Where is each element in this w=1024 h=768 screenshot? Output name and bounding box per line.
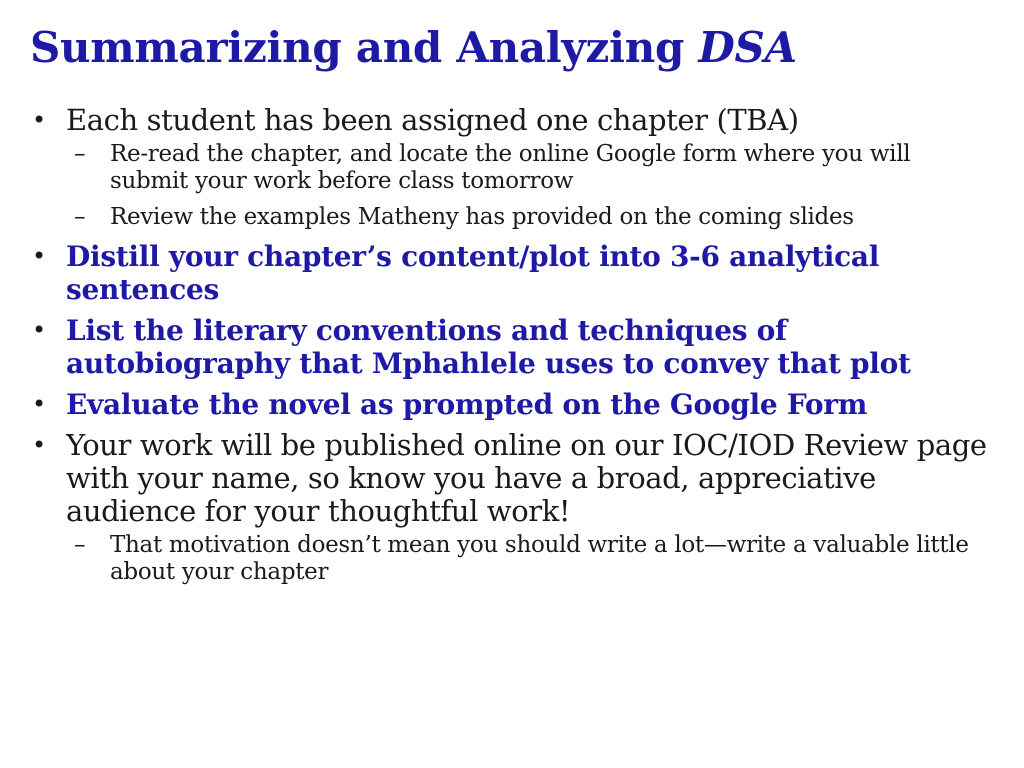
title-text: Summarizing and Analyzing bbox=[30, 23, 699, 72]
bullet-text: Your work will be published online on our IOC/IOD Review page with your name, so know you have a broad, appreciative audience for your thoughtful work! bbox=[66, 428, 987, 528]
bullet-text: Evaluate the novel as prompted on the Google Form bbox=[66, 388, 868, 421]
bullet-text: List the literary conventions and techniques of autobiography that Mphahlele uses to convey that plot bbox=[66, 314, 911, 380]
sub-bullet-item bbox=[30, 532, 990, 586]
bullet-item-emphasized bbox=[30, 240, 990, 306]
bullet-list bbox=[30, 104, 990, 595]
sub-bullet-item bbox=[30, 141, 990, 195]
bullet-item bbox=[30, 429, 990, 528]
bullet-marker: • bbox=[32, 242, 46, 270]
bullet-marker: • bbox=[32, 106, 46, 134]
sub-bullet-text: Re-read the chapter, and locate the online Google form where you will submit your work before class tomorrow bbox=[110, 141, 911, 194]
sub-bullet-text: Review the examples Matheny has provided on the coming slides bbox=[110, 204, 854, 230]
bullet-marker: • bbox=[32, 390, 46, 418]
bullet-text: Each student has been assigned one chapter (TBA) bbox=[66, 103, 799, 137]
bullet-item-emphasized bbox=[30, 388, 990, 421]
bullet-text: Distill your chapter’s content/plot into 3-6 analytical sentences bbox=[66, 240, 880, 306]
bullet-item-emphasized bbox=[30, 314, 990, 380]
bullet-marker: • bbox=[32, 316, 46, 344]
slide-title bbox=[30, 22, 797, 74]
title-italic-text: DSA bbox=[698, 23, 797, 72]
dash-marker: – bbox=[74, 204, 86, 230]
dash-marker: – bbox=[74, 141, 86, 167]
bullet-item bbox=[30, 104, 990, 137]
sub-bullet-item bbox=[30, 204, 990, 231]
sub-bullet-text: That motivation doesn’t mean you should write a lot—write a valuable little about your chapter bbox=[110, 532, 969, 585]
bullet-marker: • bbox=[32, 431, 46, 459]
dash-marker: – bbox=[74, 532, 86, 558]
